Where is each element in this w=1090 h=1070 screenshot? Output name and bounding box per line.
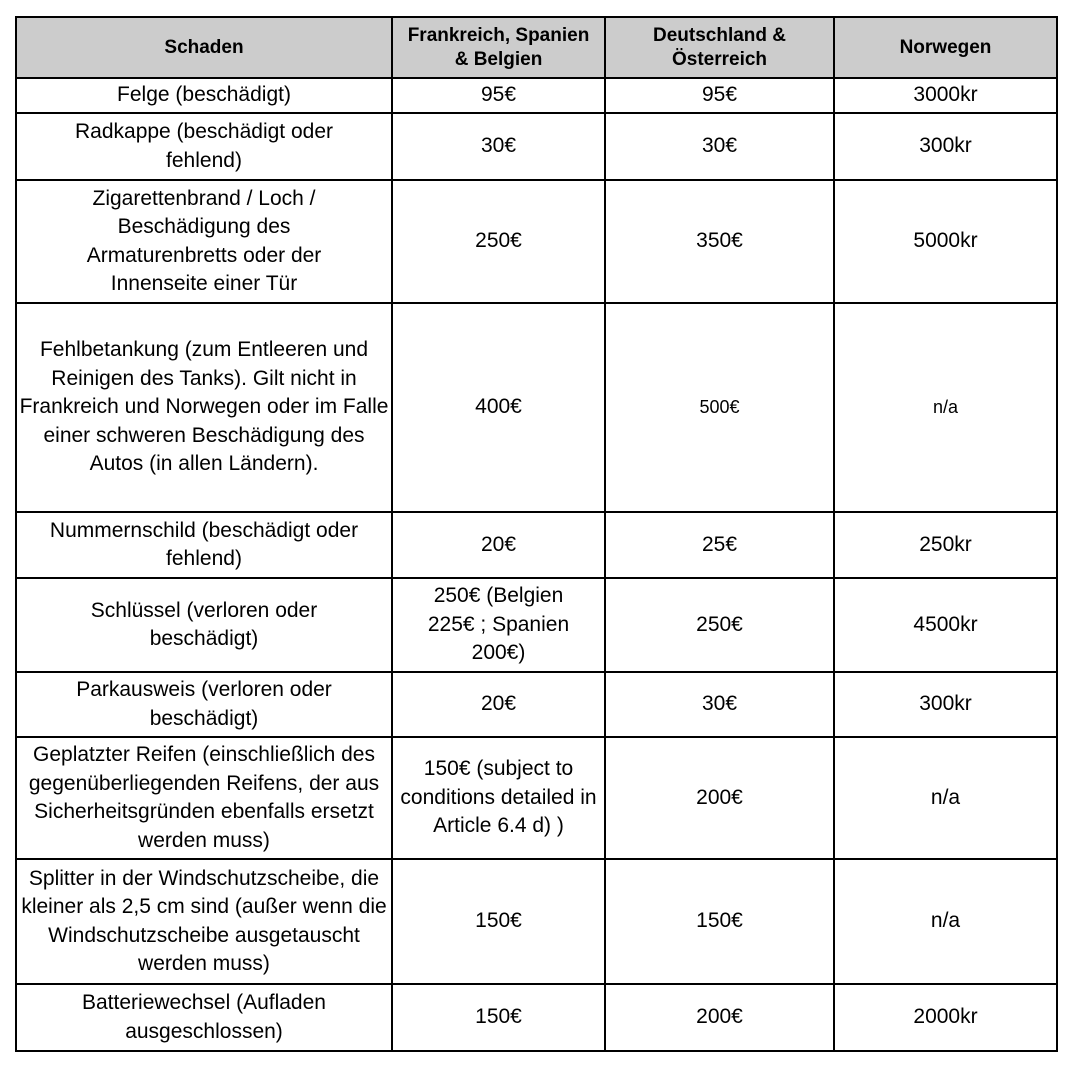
fee-fr-es-be: 95€ [392,78,605,113]
table-row [16,303,1057,512]
table-row [16,984,1057,1051]
damage-cell: Felge (beschädigt) [16,78,392,113]
fee-de-at: 250€ [605,578,834,672]
fee-no: 300kr [834,113,1057,180]
fee-de-at: 200€ [605,737,834,859]
header-row [16,17,1057,78]
header-de-at: Deutschland & Österreich [605,17,834,78]
fee-de-at: 30€ [605,113,834,180]
damage-cell: Radkappe (beschädigt oder fehlend) [16,113,392,180]
table-row [16,672,1057,737]
fee-fr-es-be: 400€ [392,303,605,512]
damage-cell: Geplatzter Reifen (einschließlich des gegenüberliegenden Reifens, der aus Sicherheitsgründen ebenfalls ersetzt werden muss) [16,737,392,859]
damage-cell: Parkausweis (verloren oder beschädigt) [16,672,392,737]
damage-cell: Fehlbetankung (zum Entleeren und Reinigen des Tanks). Gilt nicht in Frankreich und Norwegen oder im Falle einer schweren Beschädigung des Autos (in allen Ländern). [16,303,392,512]
fee-no: n/a [834,737,1057,859]
damage-cell: Splitter in der Windschutzscheibe, die kleiner als 2,5 cm sind (außer wenn die Windschutzscheibe ausgetauscht werden muss) [16,859,392,984]
damage-cell: Batteriewechsel (Aufladen ausgeschlossen) [16,984,392,1051]
damage-cell: Schlüssel (verloren oder beschädigt) [16,578,392,672]
fee-de-at: 25€ [605,512,834,578]
damage-fee-table [15,16,1058,1052]
table-row [16,512,1057,578]
fee-fr-es-be: 150€ [392,984,605,1051]
table-row [16,113,1057,180]
header-norwegen: Norwegen [834,17,1057,78]
fee-no: 5000kr [834,180,1057,303]
fee-no: 300kr [834,672,1057,737]
fee-de-at: 200€ [605,984,834,1051]
header-fr-es-be: Frankreich, Spanien & Belgien [392,17,605,78]
table-row [16,859,1057,984]
fee-no: 3000kr [834,78,1057,113]
fee-fr-es-be: 250€ [392,180,605,303]
fee-de-at: 500€ [605,303,834,512]
fee-no: n/a [834,303,1057,512]
fee-no: 4500kr [834,578,1057,672]
fee-fr-es-be: 250€ (Belgien 225€ ; Spanien 200€) [392,578,605,672]
fee-de-at: 150€ [605,859,834,984]
damage-cell: Nummernschild (beschädigt oder fehlend) [16,512,392,578]
header-schaden: Schaden [16,17,392,78]
fee-de-at: 30€ [605,672,834,737]
fee-fr-es-be: 150€ [392,859,605,984]
fee-de-at: 95€ [605,78,834,113]
table-row [16,578,1057,672]
fee-fr-es-be: 150€ (subject to conditions detailed in Article 6.4 d) ) [392,737,605,859]
fee-no: 250kr [834,512,1057,578]
fee-no: n/a [834,859,1057,984]
fee-fr-es-be: 20€ [392,512,605,578]
damage-cell: Zigarettenbrand / Loch / Beschädigung des Armaturenbretts oder der Innenseite einer Tür [16,180,392,303]
fee-de-at: 350€ [605,180,834,303]
fee-fr-es-be: 30€ [392,113,605,180]
table-row [16,180,1057,303]
table-row [16,78,1057,113]
fee-no: 2000kr [834,984,1057,1051]
table-row [16,737,1057,859]
fee-fr-es-be: 20€ [392,672,605,737]
